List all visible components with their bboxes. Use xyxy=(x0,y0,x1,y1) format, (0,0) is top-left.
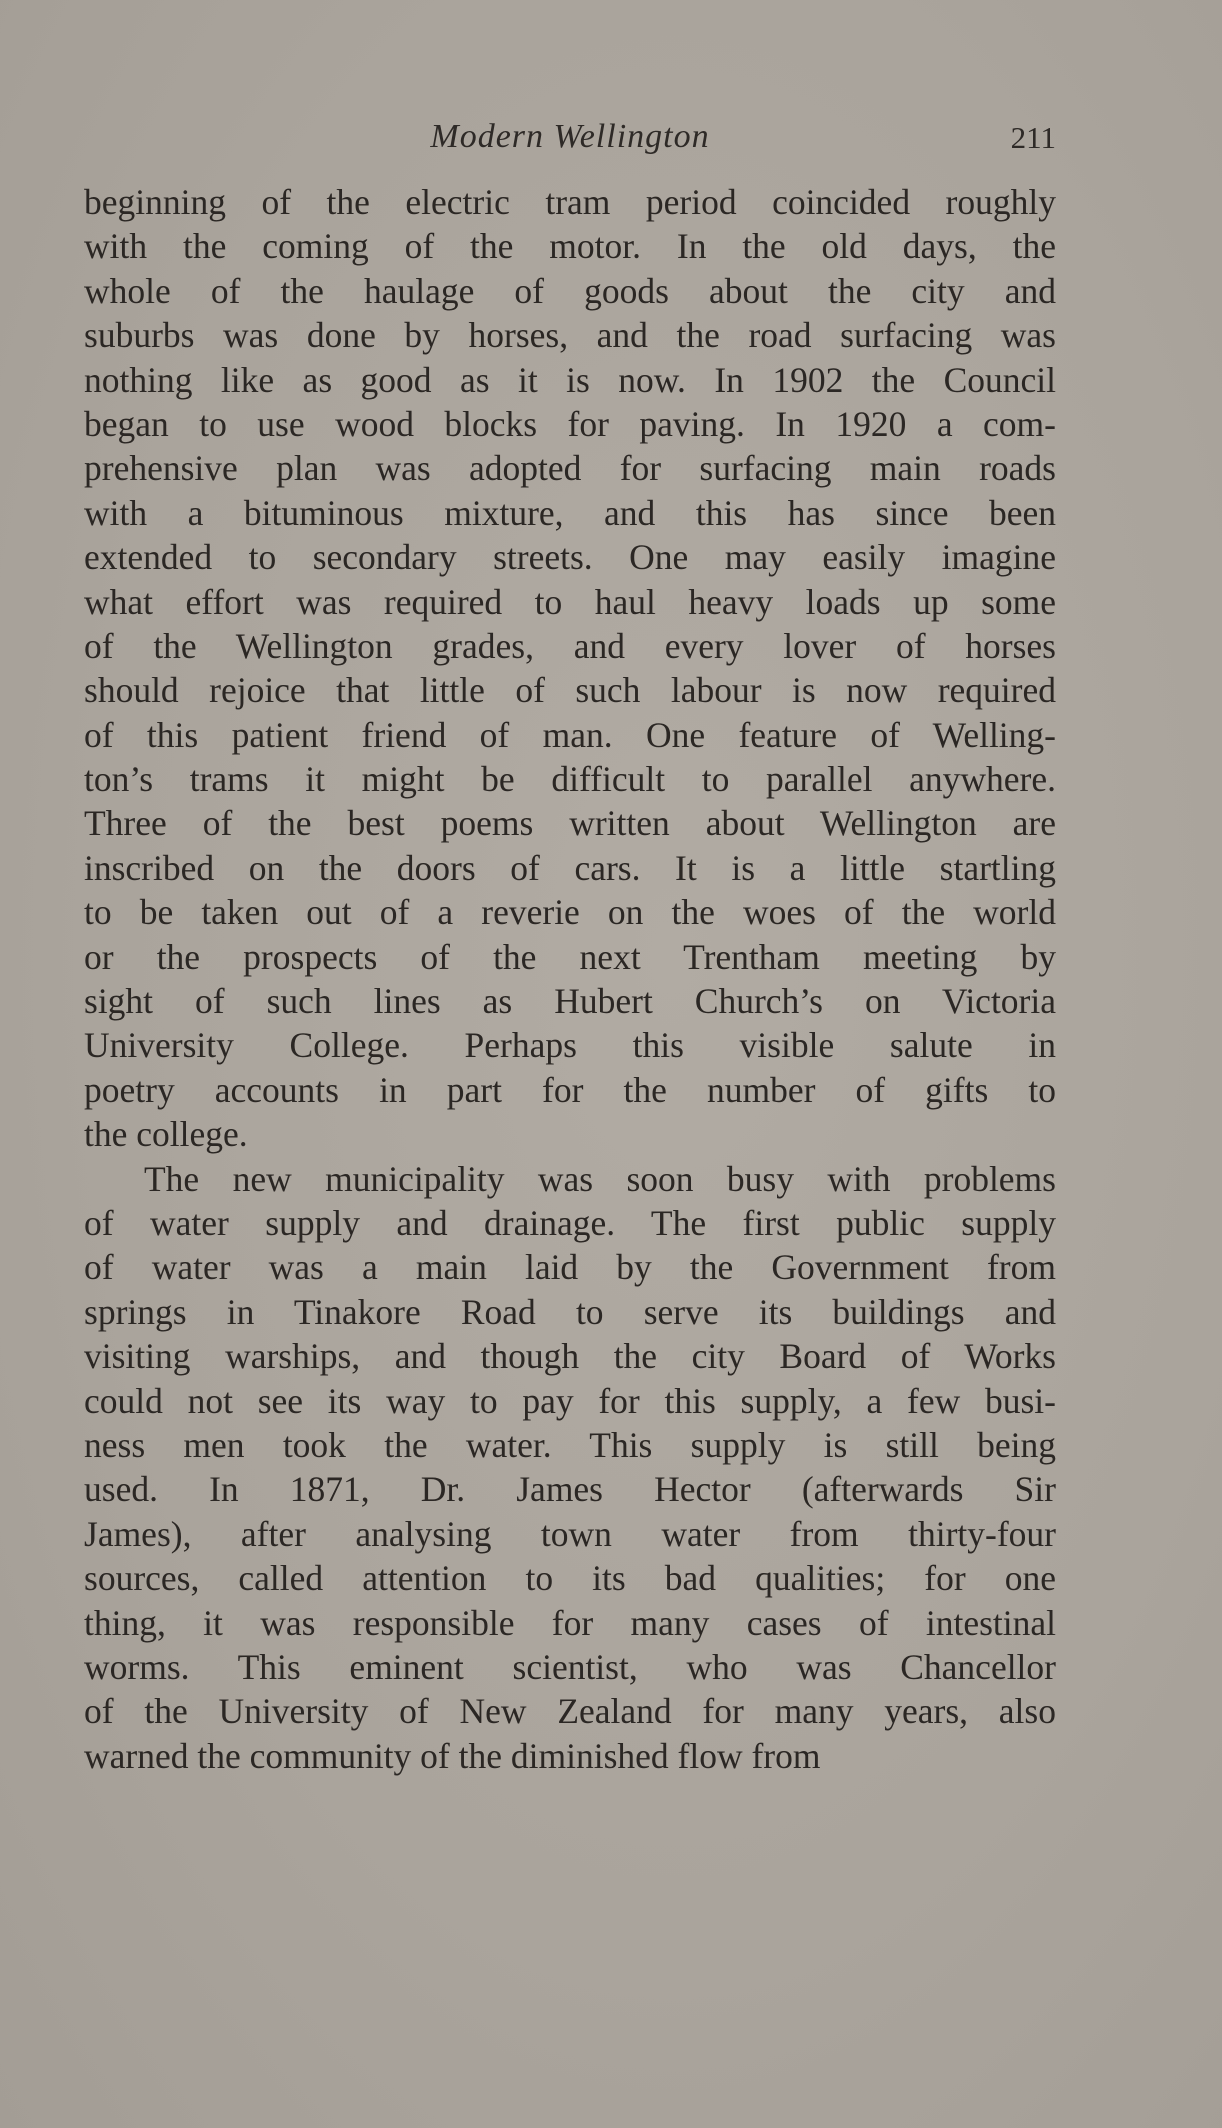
text-line: could not see its way to pay for this supply, a few busi- xyxy=(84,1380,1056,1421)
text-line: ness men took the water. This supply is still being xyxy=(84,1424,1056,1465)
text-line: visiting warships, and though the city Board of Works xyxy=(84,1336,1056,1377)
text-line: extended to secondary streets. One may easily imagine xyxy=(84,537,1056,578)
text-line: the college. xyxy=(84,1114,248,1155)
running-head xyxy=(84,118,1056,168)
paragraph xyxy=(84,1157,1056,1778)
paragraph xyxy=(84,180,1056,1157)
page-number: 211 xyxy=(1010,120,1056,155)
text-line: to be taken out of a reverie on the woes of the world xyxy=(84,892,1056,933)
text-line: University College. Perhaps this visible salute in xyxy=(84,1025,1056,1066)
text-line: thing, it was responsible for many cases of intestinal xyxy=(84,1602,1056,1643)
text-line: what effort was required to haul heavy loads up some xyxy=(84,581,1056,622)
text-line: nothing like as good as it is now. In 1902 the Council xyxy=(84,359,1056,400)
text-line: began to use wood blocks for paving. In 1920 a com- xyxy=(84,403,1056,444)
text-line: with the coming of the motor. In the old days, the xyxy=(84,226,1056,267)
text-line: sight of such lines as Hubert Church’s on Victoria xyxy=(84,981,1056,1022)
text-line: springs in Tinakore Road to serve its buildings and xyxy=(84,1291,1056,1332)
text-line: used. In 1871, Dr. James Hector (afterwards Sir xyxy=(84,1469,1056,1510)
text-line: with a bituminous mixture, and this has since been xyxy=(84,492,1056,533)
text-line: inscribed on the doors of cars. It is a little startling xyxy=(84,847,1056,888)
text-line: whole of the haulage of goods about the city and xyxy=(84,270,1056,311)
text-line: warned the community of the diminished flow from xyxy=(84,1735,821,1776)
text-line: The new municipality was soon busy with problems xyxy=(144,1158,1056,1199)
body-text xyxy=(84,180,1056,1778)
text-line: of water supply and drainage. The first public supply xyxy=(84,1202,1056,1243)
text-line: prehensive plan was adopted for surfacing main roads xyxy=(84,448,1056,489)
text-line: of water was a main laid by the Government from xyxy=(84,1247,1056,1288)
text-line: of the University of New Zealand for many years, also xyxy=(84,1691,1056,1732)
text-line: sources, called attention to its bad qualities; for one xyxy=(84,1558,1056,1599)
text-line: Three of the best poems written about Wellington are xyxy=(84,803,1056,844)
text-line: ton’s trams it might be difficult to parallel anywhere. xyxy=(84,759,1056,800)
text-line: worms. This eminent scientist, who was Chancellor xyxy=(84,1646,1056,1687)
text-line: or the prospects of the next Trentham meeting by xyxy=(84,936,1056,977)
text-line: should rejoice that little of such labour is now required xyxy=(84,670,1056,711)
text-line: beginning of the electric tram period coincided roughly xyxy=(84,182,1056,222)
text-line: suburbs was done by horses, and the road surfacing was xyxy=(84,315,1056,356)
text-line: James), after analysing town water from thirty-four xyxy=(84,1513,1056,1554)
text-line: of this patient friend of man. One feature of Welling- xyxy=(84,714,1056,755)
text-line: of the Wellington grades, and every lover of horses xyxy=(84,625,1056,666)
text-line: poetry accounts in part for the number of gifts to xyxy=(84,1069,1056,1110)
running-title: Modern Wellington xyxy=(430,118,710,155)
